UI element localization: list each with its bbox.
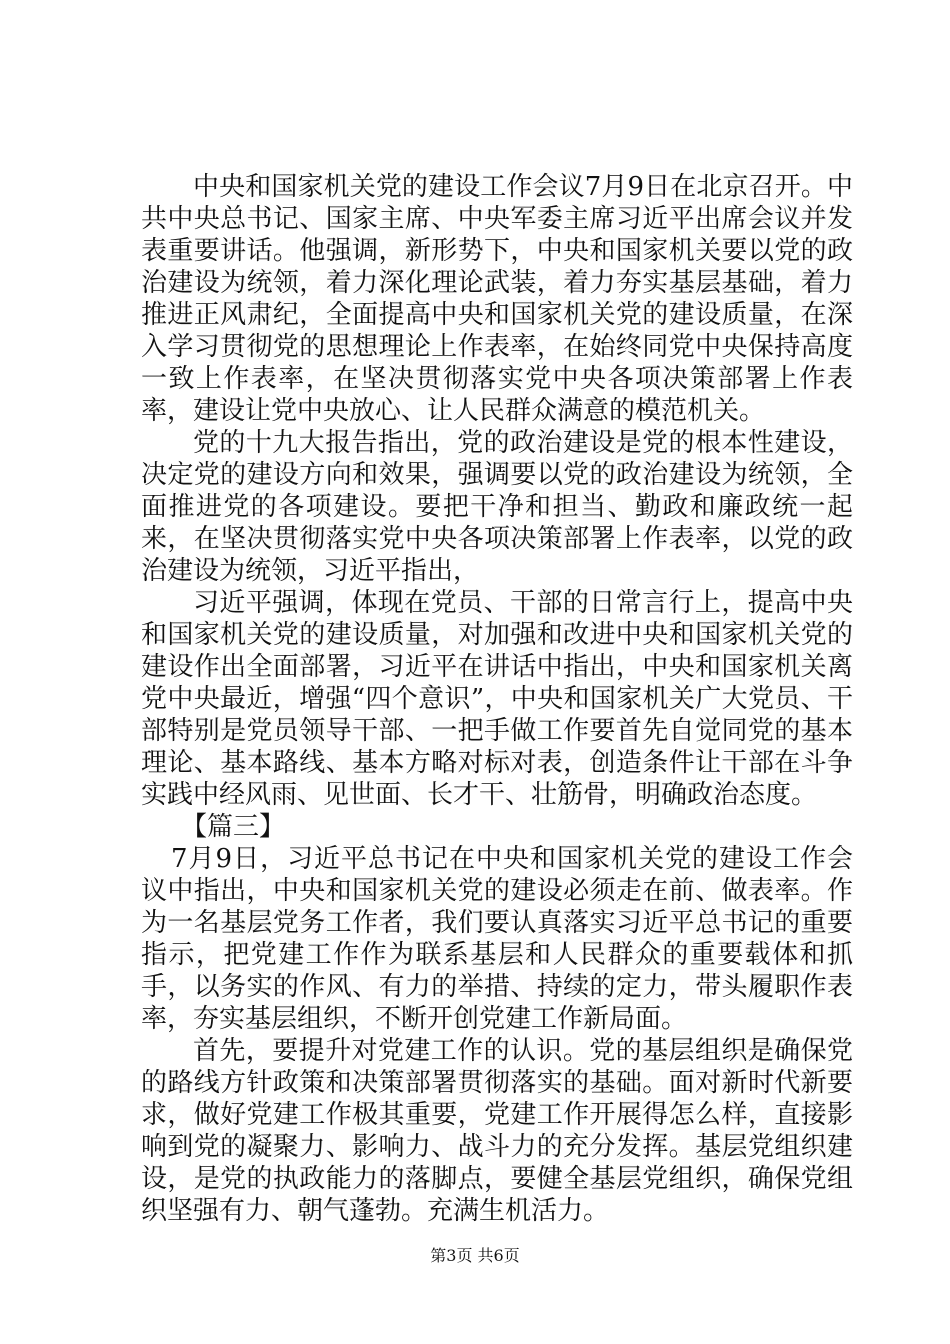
paragraph-1: 中央和国家机关党的建设工作会议7月9日在北京召开。中共中央总书记、国家主席、中央军委主席习近平出席会议并发表重要讲话。他强调，新形势下，中央和国家机关要以党的政治建设为统领，着力深化理论武装，着力夯实基层基础，着力推进正风肃纪，全面提高中央和国家机关党的建设质量，在深入学习贯彻党的思想理论上作表率，在始终同党中央保持高度一致上作表率，在坚决贯彻落实党中央各项决策部署上作表率，建设让党中央放心、让人民群众满意的模范机关。: [141, 172, 853, 426]
paragraph-3: 习近平强调，体现在党员、干部的日常言行上，提高中央和国家机关党的建设质量，对加强和改进中央和国家机关党的建设作出全面部署，习近平在讲话中指出，中央和国家机关离党中央最近，增强“四个意识”，中央和国家机关广大党员、干部特别是党员领导干部、一把手做工作要首先自觉同党的基本理论、基本路线、基本方略对标对表，创造条件让干部在斗争实践中经风雨、见世面、长才干、壮筋骨，明确政治态度。: [141, 588, 853, 810]
section-paragraph-1: 7月9日，习近平总书记在中央和国家机关党的建设工作会议中指出，中央和国家机关党的建设必须走在前、做表率。作为一名基层党务工作者，我们要认真落实习近平总书记的重要指示，把党建工作作为联系基层和人民群众的重要载体和抓手，以务实的作风、有力的举措、持续的定力，带头履职作表率，夯实基层组织，不断开创党建工作新局面。: [141, 844, 853, 1034]
document-body: [141, 171, 853, 1227]
paragraph-2: 党的十九大报告指出，党的政治建设是党的根本性建设，决定党的建设方向和效果，强调要以党的政治建设为统领，全面推进党的各项建设。要把干净和担当、勤政和廉政统一起来，在坚决贯彻落实党中央各项决策部署上作表率，以党的政治建设为统领，习近平指出，: [141, 428, 853, 586]
section-heading: 【篇三】: [181, 812, 286, 842]
section-paragraph-2: 首先，要提升对党建工作的认识。党的基层组织是确保党的路线方针政策和决策部署贯彻落实的基础。面对新时代新要求，做好党建工作极其重要，党建工作开展得怎么样，直接影响到党的凝聚力、影响力、战斗力的充分发挥。基层党组织建设，是党的执政能力的落脚点，要健全基层党组织，确保党组织坚强有力、朝气蓬勃。充满生机活力。: [141, 1036, 853, 1226]
page-footer: 第3页 共6页: [430, 1246, 520, 1265]
